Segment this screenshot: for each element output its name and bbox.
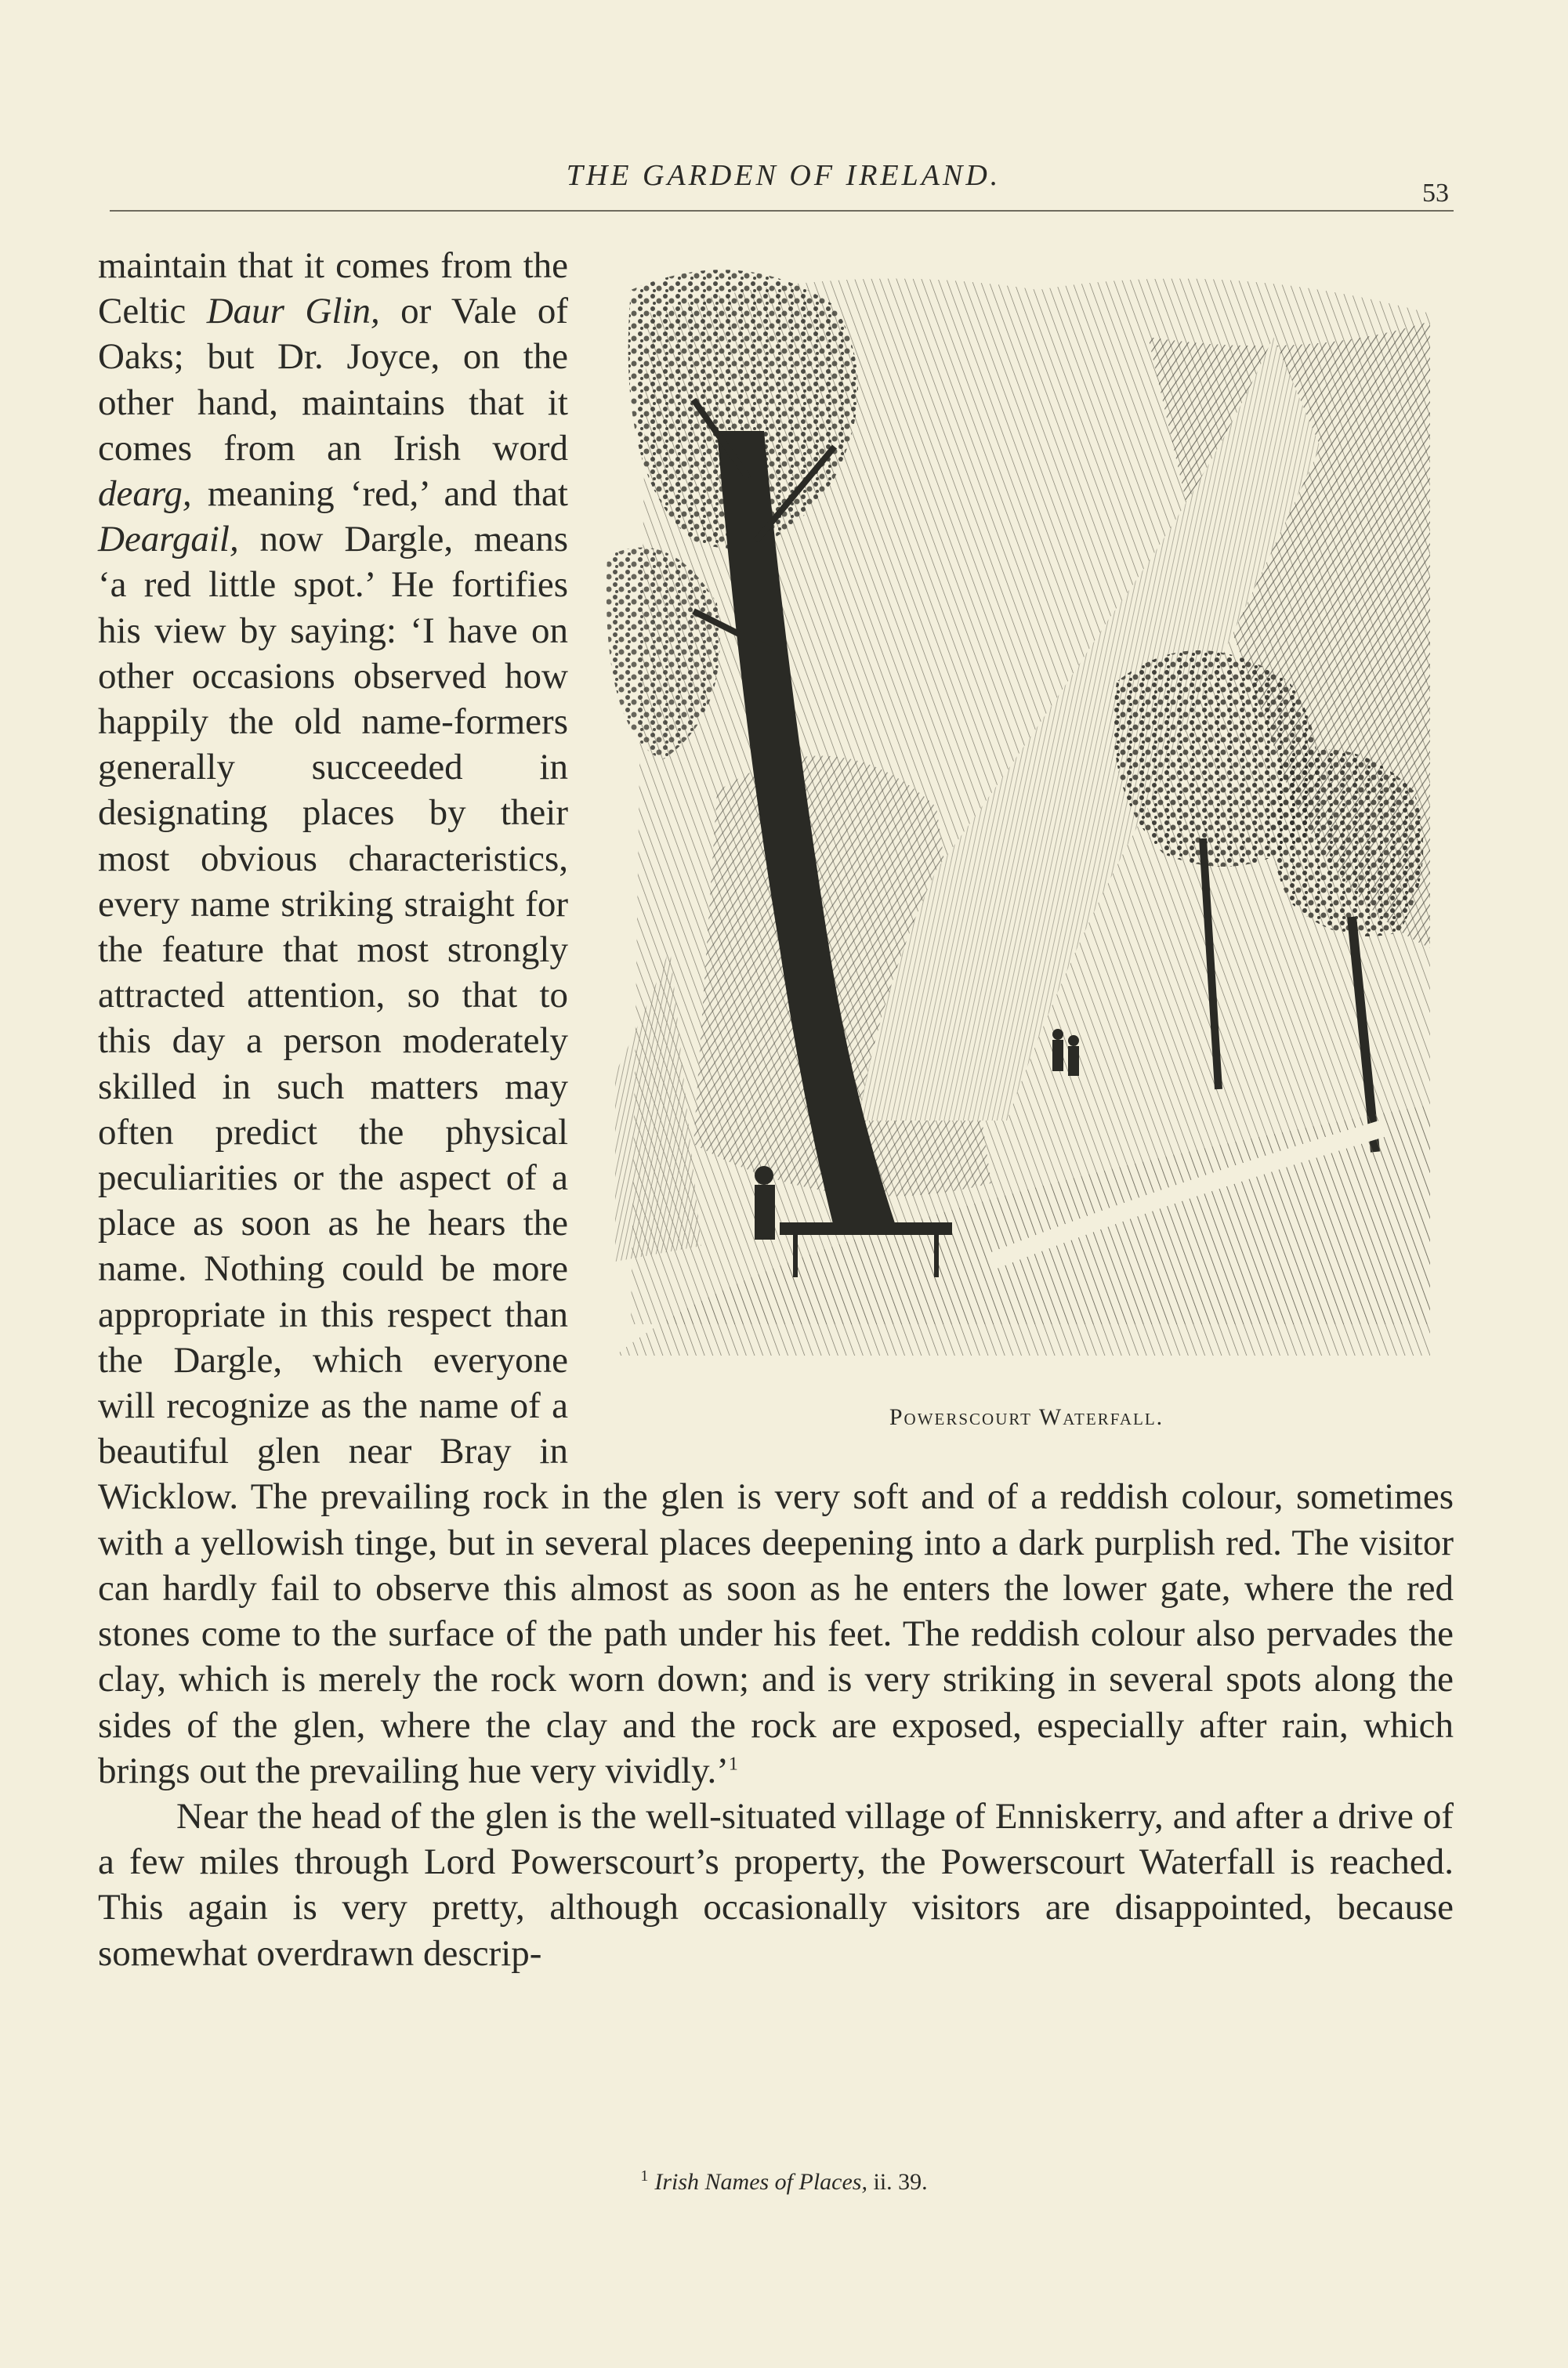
waterfall-engraving [599, 243, 1454, 1379]
footnote [0, 2167, 1568, 2196]
header-rule [110, 210, 1454, 212]
footnote-mark: 1 [728, 1754, 738, 1775]
running-title: THE GARDEN OF IRELAND. [566, 159, 1001, 192]
body-text [98, 243, 1454, 1976]
figure-caption: Powerscourt Waterfall. [889, 1404, 1164, 1430]
page-number: 53 [1422, 179, 1449, 208]
italic-term: dearg, [98, 473, 192, 515]
figure [599, 243, 1454, 1457]
text-run: maintain that it comes from the Celtic [98, 245, 568, 332]
footnote-source-rest: ii. 39. [867, 2169, 928, 2195]
text-run: or Vale of Oaks; but Dr. Joyce, on the other hand, maintains that it comes from an Irish word [98, 291, 569, 469]
paragraph-2: Near the head of the glen is the well-situated village of Enniskerry, and after a drive of a few miles through Lord Powerscourt’s property, the Powerscourt Waterfall is reached. This again is very pretty, although occasionally visitors are disappointed, because somewhat overdrawn descrip- [98, 1795, 1454, 1974]
footnote-source-title: Irish Names of Places, [654, 2169, 867, 2195]
italic-term: Daur Glin, [206, 291, 380, 332]
text-run: now Dargle, means ‘a red little spot.’ He fortifies his view by saying: ‘I have on other occasions observed how happily the old name-formers generally succeeded in designating places by their most obvious characteristics, every name striking straight for the feature that most strongly attracted attention, so that to this day a person moderately skilled in such matters may often predict the physical peculiarities or the aspect of a place as soon as he hears the name. Nothing could be more appropriate in this respect than the Dargle, which everyone will recognize as the name of a beautiful glen near Bray in Wicklow. The prevailing rock in the glen is very soft and of a reddish colour, sometimes with a yellowish tinge, but in several places deepening into a dark purplish red. The visitor can hardly fail to observe this almost as soon as he enters the lower gate, where the red stones come to the surface of the path under his feet. The reddish colour also pervades the clay, which is merely the rock worn down; and is very striking in several spots along the sides of the glen, where the clay and the rock are exposed, especially after rain, which brings out the prevailing hue very vividly.’ [98, 519, 1454, 1791]
italic-term: Deargail, [98, 519, 239, 560]
footnote-number: 1 [640, 2167, 649, 2185]
text-run: meaning ‘red,’ and that [191, 473, 568, 515]
